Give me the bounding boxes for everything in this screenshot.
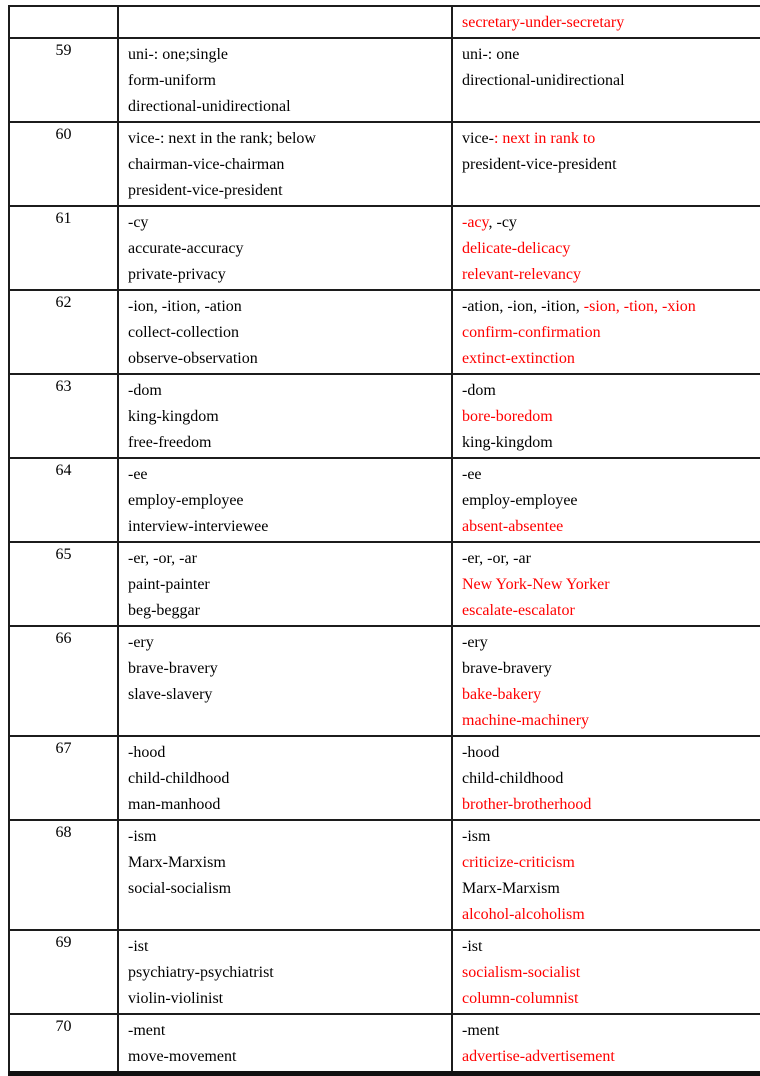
text-line [128,850,443,876]
black-text-segment: form-uniform [128,72,216,89]
black-text-segment: king-kingdom [128,408,219,425]
row-number [9,6,118,38]
text-line [128,378,443,404]
text-line [462,430,758,456]
student-answer-cell [452,1014,760,1074]
text-line [128,404,443,430]
text-line [462,598,758,624]
black-text-segment: -ery [128,634,154,651]
black-text-segment: psychiatry-psychiatrist [128,964,274,981]
text-line [128,546,443,572]
table-row [9,458,760,542]
black-text-segment: vice-: next in the rank; below [128,130,316,147]
text-line [128,572,443,598]
text-line [128,262,443,288]
row-number: 64 [9,458,118,542]
red-text-segment: New York-New Yorker [462,576,610,593]
student-answer-cell [452,542,760,626]
table-row [9,374,760,458]
table-row [9,206,760,290]
text-line [462,876,758,902]
text-line [462,766,758,792]
text-line [462,708,758,734]
student-answer-cell [452,6,760,38]
black-text-segment: -ion, -ition, -ation [128,298,242,315]
text-line [462,378,758,404]
model-answer-cell [118,458,452,542]
black-text-segment: -ism [462,828,491,845]
text-line [462,152,758,178]
table-row [9,6,760,38]
text-line [128,740,443,766]
black-text-segment: vice- [462,130,494,147]
red-text-segment: bore-boredom [462,408,553,425]
row-number: 61 [9,206,118,290]
black-text-segment: -dom [462,382,496,399]
row-number: 65 [9,542,118,626]
row-number: 67 [9,736,118,820]
red-text-segment: -acy [462,214,489,231]
black-text-segment: social-socialism [128,880,232,897]
text-line [462,236,758,262]
model-answer-cell [118,1014,452,1074]
black-text-segment: move-movement [128,1048,237,1065]
black-text-segment: paint-painter [128,576,210,593]
text-line [128,766,443,792]
text-line [462,462,758,488]
student-answer-cell [452,290,760,374]
black-text-segment: free-freedom [128,434,212,451]
black-text-segment: -ism [128,828,157,845]
text-line [128,514,443,540]
model-answer-cell [118,542,452,626]
text-line [462,986,758,1012]
text-line [128,236,443,262]
text-line [128,630,443,656]
text-line [128,682,443,708]
red-text-segment: brother-brotherhood [462,796,592,813]
text-line [128,294,443,320]
red-text-segment: socialism-socialist [462,964,581,981]
text-line [462,656,758,682]
red-text-segment: alcohol-alcoholism [462,906,585,923]
table-row [9,542,760,626]
student-answer-cell [452,626,760,736]
black-text-segment: , -cy [488,214,517,231]
text-line [128,876,443,902]
text-line [462,902,758,928]
black-text-segment: uni-: one;single [128,46,228,63]
model-answer-cell [118,38,452,122]
black-text-segment: Marx-Marxism [128,854,226,871]
table-row [9,736,760,820]
model-answer-cell [118,122,452,206]
text-line [128,824,443,850]
text-line [462,210,758,236]
red-text-segment: advertise-advertisement [462,1048,615,1065]
black-text-segment: interview-interviewee [128,518,269,535]
word-formation-table [8,5,760,1076]
row-number: 63 [9,374,118,458]
row-number: 66 [9,626,118,736]
red-text-segment: escalate-escalator [462,602,575,619]
table-row [9,930,760,1014]
red-text-segment: bake-bakery [462,686,542,703]
text-line [128,178,443,204]
word-formation-table-body [9,6,760,1074]
red-text-segment: -sion, -tion, -xion [583,298,696,315]
text-line [462,792,758,818]
black-text-segment: man-manhood [128,796,221,813]
black-text-segment: -ery [462,634,488,651]
text-line [462,682,758,708]
student-answer-cell [452,820,760,930]
black-text-segment: directional-unidirectional [128,98,291,115]
text-line [462,404,758,430]
text-line [462,320,758,346]
table-row [9,122,760,206]
text-line [128,986,443,1012]
red-text-segment: : next in rank to [493,130,596,147]
row-number: 60 [9,122,118,206]
black-text-segment: violin-violinist [128,990,224,1007]
text-line [462,346,758,372]
model-answer-cell [118,820,452,930]
black-text-segment: accurate-accuracy [128,240,244,257]
text-line [462,488,758,514]
black-text-segment: -ment [462,1022,500,1039]
student-answer-cell [452,930,760,1014]
model-answer-cell [118,374,452,458]
text-line [462,572,758,598]
black-text-segment: collect-collection [128,324,240,341]
text-line [462,10,758,36]
red-text-segment: confirm-confirmation [462,324,601,341]
red-text-segment: machine-machinery [462,712,590,729]
student-answer-cell [452,736,760,820]
text-line [462,262,758,288]
text-line [462,1018,758,1044]
row-number: 70 [9,1014,118,1074]
black-text-segment: private-privacy [128,266,226,283]
table-row [9,38,760,122]
model-answer-cell [118,6,452,38]
row-number: 59 [9,38,118,122]
red-text-segment: column-columnist [462,990,579,1007]
black-text-segment: president-vice-president [462,156,617,173]
text-line [128,960,443,986]
black-text-segment: -ment [128,1022,166,1039]
model-answer-cell [118,626,452,736]
black-text-segment: brave-bravery [128,660,218,677]
black-text-segment: uni-: one [462,46,520,63]
text-line [462,1044,758,1070]
table-row [9,290,760,374]
black-text-segment: directional-unidirectional [462,72,625,89]
red-text-segment: absent-absentee [462,518,564,535]
text-line [462,294,758,320]
text-line [128,792,443,818]
text-line [128,68,443,94]
black-text-segment: chairman-vice-chairman [128,156,285,173]
text-line [462,546,758,572]
red-text-segment: criticize-criticism [462,854,575,871]
black-text-segment: slave-slavery [128,686,213,703]
model-answer-cell [118,930,452,1014]
black-text-segment: president-vice-president [128,182,283,199]
text-line [462,42,758,68]
black-text-segment: -er, -or, -ar [462,550,531,567]
red-text-segment: extinct-extinction [462,350,575,367]
text-line [462,126,758,152]
text-line [128,94,443,120]
text-line [462,824,758,850]
text-line [462,630,758,656]
black-text-segment: -cy [128,214,149,231]
black-text-segment: -dom [128,382,162,399]
black-text-segment: -ee [462,466,482,483]
black-text-segment: child-childhood [128,770,230,787]
text-line [128,210,443,236]
text-line [128,934,443,960]
table-row [9,820,760,930]
black-text-segment: brave-bravery [462,660,552,677]
black-text-segment: -hood [462,744,500,761]
black-text-segment: -er, -or, -ar [128,550,197,567]
text-line [128,430,443,456]
black-text-segment: -hood [128,744,166,761]
black-text-segment: king-kingdom [462,434,553,451]
row-number: 69 [9,930,118,1014]
black-text-segment: beg-beggar [128,602,200,619]
black-text-segment: employ-employee [462,492,578,509]
black-text-segment: Marx-Marxism [462,880,560,897]
black-text-segment: -ation, -ion, -ition, [462,298,584,315]
table-row [9,626,760,736]
model-answer-cell [118,736,452,820]
text-line [462,960,758,986]
text-line [128,152,443,178]
text-line [462,934,758,960]
text-line [462,68,758,94]
student-answer-cell [452,38,760,122]
black-text-segment: -ist [462,938,483,955]
black-text-segment: -ist [128,938,149,955]
text-line [128,598,443,624]
text-line [128,126,443,152]
text-line [128,1018,443,1044]
text-line [128,1044,443,1070]
black-text-segment: employ-employee [128,492,244,509]
red-text-segment: delicate-delicacy [462,240,571,257]
text-line [128,488,443,514]
row-number: 62 [9,290,118,374]
row-number: 68 [9,820,118,930]
text-line [128,462,443,488]
black-text-segment: observe-observation [128,350,258,367]
student-answer-cell [452,458,760,542]
text-line [128,42,443,68]
model-answer-cell [118,290,452,374]
text-line [128,656,443,682]
text-line [462,740,758,766]
text-line [462,850,758,876]
text-line [128,320,443,346]
red-text-segment: relevant-relevancy [462,266,582,283]
model-answer-cell [118,206,452,290]
text-line [128,346,443,372]
table-row [9,1014,760,1074]
student-answer-cell [452,374,760,458]
student-answer-cell [452,206,760,290]
student-answer-cell [452,122,760,206]
black-text-segment: -ee [128,466,148,483]
black-text-segment: child-childhood [462,770,564,787]
red-text-segment: secretary-under-secretary [462,14,625,31]
text-line [462,514,758,540]
